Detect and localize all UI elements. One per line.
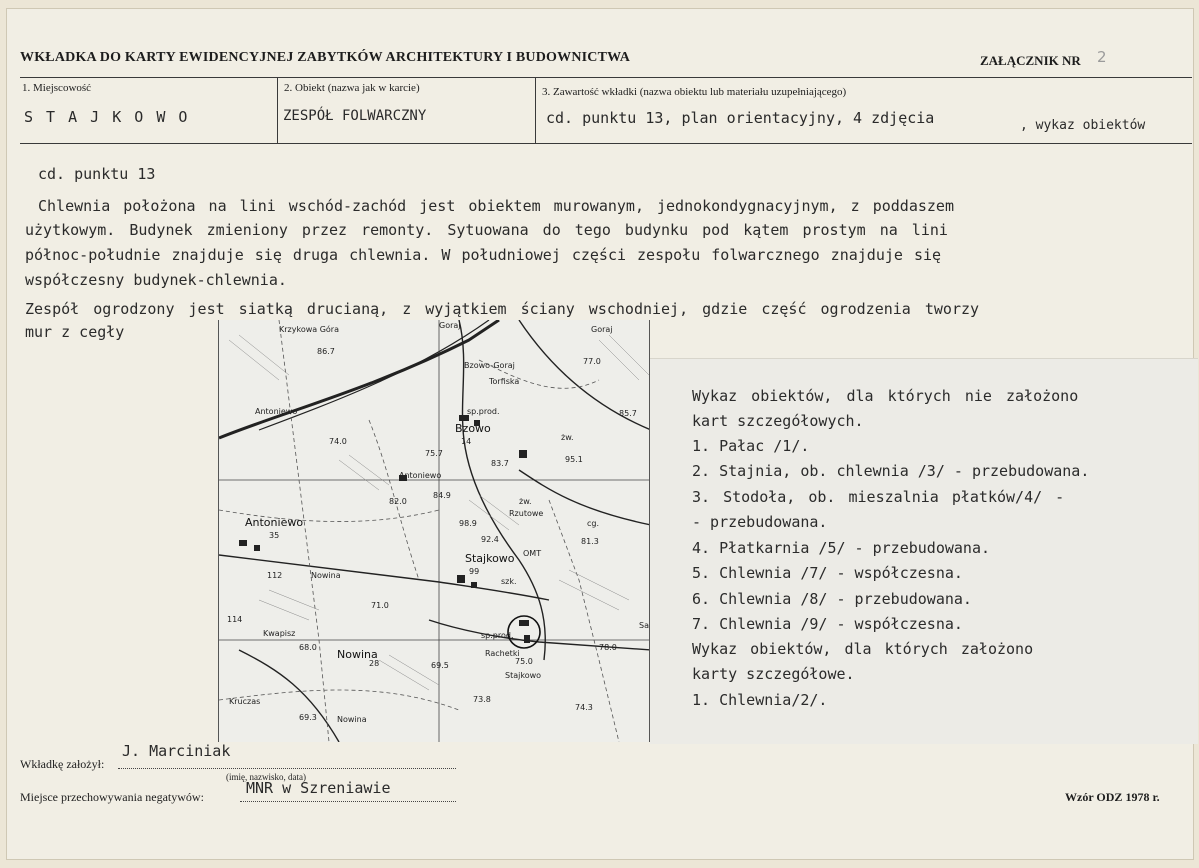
content-value-extra: , wykaz obiektów bbox=[1020, 118, 1146, 133]
map-label: 84.9 bbox=[433, 491, 451, 500]
map-label: Antoniewo bbox=[399, 471, 442, 480]
list-line: 7. Chlewnia /9/ - współczesna. bbox=[692, 615, 963, 633]
map-label: sp.prod. bbox=[467, 407, 500, 416]
annex-number: 2 bbox=[1097, 48, 1107, 66]
map-label: Kruczas bbox=[229, 697, 261, 706]
locality-label: 1. Miejscowość bbox=[22, 82, 92, 94]
map-label: Bzowo bbox=[455, 422, 491, 435]
map-label: 14 bbox=[461, 437, 472, 446]
map-label: 81.3 bbox=[581, 537, 599, 546]
field-divider-1 bbox=[277, 77, 278, 143]
orientation-map bbox=[218, 320, 650, 742]
map-label: 77.0 bbox=[583, 357, 601, 366]
map-label: 92.4 bbox=[481, 535, 499, 544]
map-label: sp.prod. bbox=[481, 631, 514, 640]
body-line-1: cd. punktu 13 bbox=[38, 165, 156, 183]
content-label: 3. Zawartość wkładki (nazwa obiektu lub materiału uzupełniającego) bbox=[542, 86, 847, 98]
map-label: Stajkowo bbox=[465, 552, 515, 565]
map-label: 85.7 bbox=[619, 409, 637, 418]
list-line: 1. Pałac /1/. bbox=[692, 437, 810, 455]
map-label: 82.0 bbox=[389, 497, 407, 506]
list-line: 1. Chlewnia/2/. bbox=[692, 691, 828, 709]
list-line: Wykaz obiektów, dla których nie założono bbox=[692, 387, 1079, 405]
author-label: Wkładkę założył: bbox=[20, 757, 105, 771]
map-label: 98.9 bbox=[459, 519, 477, 528]
map-label: 74.0 bbox=[329, 437, 347, 446]
map-label: 112 bbox=[267, 571, 283, 580]
storage-label: Miejsce przechowywania negatywów: bbox=[20, 790, 204, 804]
map-label: żw. bbox=[561, 433, 574, 442]
map-label: Nowina bbox=[311, 571, 341, 580]
map-label: Sa bbox=[639, 621, 649, 630]
map-label: 68.0 bbox=[299, 643, 317, 652]
field-top-rule bbox=[20, 77, 1192, 78]
map-label: Rachetki bbox=[485, 649, 520, 658]
list-line: 4. Płatkarnia /5/ - przebudowana. bbox=[692, 539, 991, 557]
map-label: 74.3 bbox=[575, 703, 593, 712]
map-label: żw. bbox=[519, 497, 532, 506]
map-label: 83.7 bbox=[491, 459, 509, 468]
map-label: 114 bbox=[227, 615, 243, 624]
body-line-4: północ-południe znajduje się druga chlewnia. W południowej części zespołu folwarcznego znajduje się bbox=[25, 246, 942, 264]
list-line: kart szczegółowych. bbox=[692, 412, 864, 430]
list-line: - przebudowana. bbox=[692, 513, 828, 531]
map-label: OMT bbox=[523, 549, 542, 558]
list-line: 5. Chlewnia /7/ - współczesna. bbox=[692, 564, 963, 582]
map-label: Stajkowo bbox=[505, 671, 542, 680]
map-label: Krzykowa Góra bbox=[279, 325, 339, 334]
list-line: 6. Chlewnia /8/ - przebudowana. bbox=[692, 590, 972, 608]
storage-value: MNR w Szreniawie bbox=[246, 779, 391, 797]
map-label: 73.8 bbox=[473, 695, 491, 704]
list-line: Wykaz obiektów, dla których założono bbox=[692, 640, 1034, 658]
map-label: 75.0 bbox=[515, 657, 533, 666]
list-line: 2. Stajnia, ob. chlewnia /3/ - przebudowana. bbox=[692, 462, 1090, 480]
map-label: 95.1 bbox=[565, 455, 583, 464]
body-line-2: Chlewnia położona na lini wschód-zachód jest obiektem murowanym, jednokondygnacyjnym, z poddaszem bbox=[38, 197, 954, 215]
map-label: 75.7 bbox=[425, 449, 443, 458]
field-bottom-rule bbox=[20, 143, 1192, 144]
map-label: Nowina bbox=[337, 715, 367, 724]
map-label: Antoniewo bbox=[245, 516, 304, 529]
body-line-6: Zespół ogrodzony jest siatką drucianą, z wyjątkiem ściany wschodniej, gdzie część ogrodzenia tworzy bbox=[25, 300, 980, 318]
storage-dotted-line bbox=[240, 801, 456, 802]
map-label: 69.3 bbox=[299, 713, 317, 722]
body-line-5: współczesny budynek-chlewnia. bbox=[25, 271, 287, 289]
map-label: Goraj bbox=[439, 321, 461, 330]
author-hint: (imię, nazwisko, data) bbox=[226, 772, 306, 782]
object-label: 2. Obiekt (nazwa jak w karcie) bbox=[284, 82, 420, 94]
map-label: 69.5 bbox=[431, 661, 449, 670]
map-label: 86.7 bbox=[317, 347, 335, 356]
map-label: Kwapisz bbox=[263, 629, 296, 638]
locality-value: S T A J K O W O bbox=[24, 108, 190, 126]
map-label: Rzutowe bbox=[509, 509, 544, 518]
map-label: 99 bbox=[469, 567, 480, 576]
map-label: szk. bbox=[501, 577, 517, 586]
object-value: ZESPÓŁ FOLWARCZNY bbox=[283, 108, 427, 124]
map-label: cg. bbox=[587, 519, 600, 528]
annex-label: ZAŁĄCZNIK NR bbox=[980, 53, 1081, 68]
list-line: karty szczegółowe. bbox=[692, 665, 855, 683]
map-label: Torfiska bbox=[489, 377, 520, 386]
author-dotted-line bbox=[118, 768, 456, 769]
content-value: cd. punktu 13, plan orientacyjny, 4 zdjęcia bbox=[546, 109, 935, 127]
map-label: 78.0 bbox=[599, 643, 617, 652]
body-line-3: użytkowym. Budynek zmieniony przez remonty. Sytuowana do tego budynku pod kątem prostym na lini bbox=[25, 221, 948, 239]
author-value: J. Marciniak bbox=[122, 742, 231, 760]
map-label: Bzowo-Goraj bbox=[464, 361, 515, 370]
map-label: 35 bbox=[269, 531, 280, 540]
card-title: WKŁADKA DO KARTY EWIDENCYJNEJ ZABYTKÓW ARCHITEKTURY I BUDOWNICTWA bbox=[20, 50, 631, 65]
map-label: Goraj bbox=[591, 325, 613, 334]
map-label: Nowina bbox=[337, 648, 378, 661]
field-divider-2 bbox=[535, 77, 536, 143]
form-code: Wzór ODZ 1978 r. bbox=[1065, 790, 1160, 804]
body-line-7: mur z cegły bbox=[25, 323, 125, 341]
map-label: Antoniewo bbox=[255, 407, 298, 416]
list-line: 3. Stodoła, ob. mieszalnia płatków/4/ - bbox=[692, 488, 1065, 506]
map-drawing bbox=[219, 320, 650, 742]
map-label: 71.0 bbox=[371, 601, 389, 610]
map-label: 28 bbox=[369, 659, 380, 668]
